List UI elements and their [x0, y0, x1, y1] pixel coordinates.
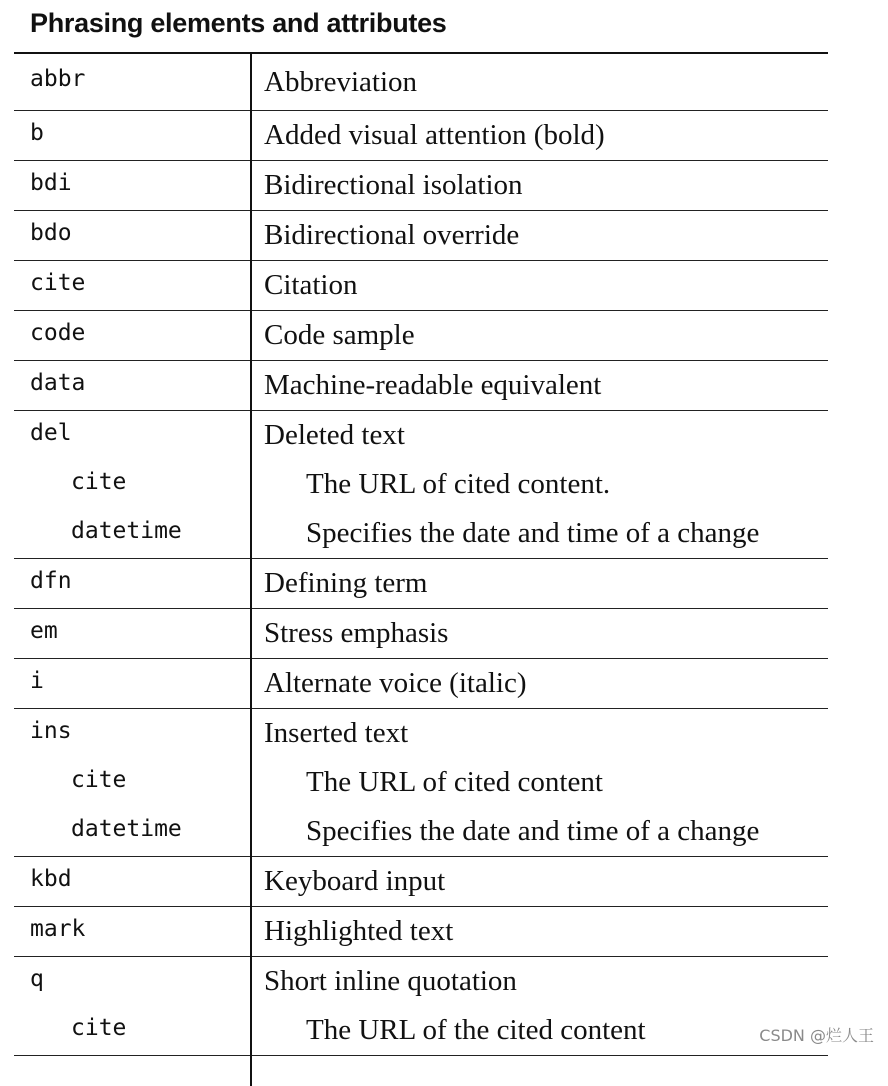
- element-name: em: [30, 617, 58, 644]
- attribute-description: The URL of cited content: [306, 766, 603, 798]
- element-description: Keyboard input: [264, 865, 446, 897]
- element-row: [14, 111, 828, 160]
- element-description: Machine-readable equivalent: [264, 369, 602, 401]
- element-row: [14, 907, 828, 956]
- element-name: code: [30, 319, 86, 346]
- element-name: abbr: [30, 66, 86, 92]
- table-row: [14, 957, 828, 1056]
- element-row: [14, 211, 828, 260]
- element-description: Citation: [264, 269, 358, 301]
- element-row: [14, 659, 828, 708]
- element-row: [14, 54, 828, 110]
- table-row: [14, 54, 828, 111]
- element-name: mark: [30, 915, 86, 942]
- element-row: [14, 709, 828, 758]
- table-row: [14, 111, 828, 161]
- element-name: q: [30, 965, 44, 992]
- attribute-description: The URL of the cited content: [306, 1014, 646, 1046]
- element-name: bdo: [30, 219, 72, 246]
- attribute-row: [14, 758, 828, 807]
- element-description: Abbreviation: [264, 65, 418, 98]
- attribute-description: The URL of cited content.: [306, 468, 611, 500]
- table-row: [14, 261, 828, 311]
- table-row: [14, 907, 828, 957]
- table-row: [14, 559, 828, 609]
- element-name: del: [30, 419, 72, 446]
- attribute-name: datetime: [71, 815, 182, 842]
- attribute-description: Specifies the date and time of a change: [306, 815, 760, 847]
- table-row: [14, 411, 828, 559]
- element-row: [14, 957, 828, 1006]
- watermark: CSDN @烂人王: [759, 1026, 874, 1045]
- table-row: [14, 211, 828, 261]
- table-row: [14, 609, 828, 659]
- element-row: [14, 161, 828, 210]
- attribute-name: cite: [71, 468, 127, 495]
- attribute-name: datetime: [71, 517, 182, 544]
- table-row: [14, 857, 828, 907]
- element-row: [14, 559, 828, 608]
- element-description: Alternate voice (italic): [264, 667, 527, 699]
- element-name: kbd: [30, 865, 72, 892]
- element-name: cite: [30, 269, 86, 296]
- element-row: [14, 311, 828, 360]
- attribute-row: [14, 807, 828, 856]
- element-row: [14, 411, 828, 460]
- table-row: [14, 659, 828, 709]
- element-row: [14, 857, 828, 906]
- elements-table: [14, 52, 828, 1056]
- attribute-name: cite: [71, 1014, 127, 1041]
- attribute-name: cite: [71, 766, 127, 793]
- element-name: i: [30, 667, 44, 694]
- element-description: Deleted text: [264, 419, 405, 451]
- element-name: dfn: [30, 567, 72, 594]
- element-row: [14, 261, 828, 310]
- element-name: bdi: [30, 169, 72, 196]
- attribute-row: [14, 460, 828, 509]
- element-description: Inserted text: [264, 717, 409, 749]
- element-description: Short inline quotation: [264, 965, 517, 997]
- table-row: [14, 361, 828, 411]
- element-description: Bidirectional override: [264, 219, 520, 251]
- element-description: Defining term: [264, 567, 428, 599]
- element-description: Added visual attention (bold): [264, 119, 605, 151]
- table-title: Phrasing elements and attributes: [30, 8, 447, 38]
- element-row: [14, 361, 828, 410]
- element-description: Highlighted text: [264, 915, 454, 947]
- attribute-description: Specifies the date and time of a change: [306, 517, 760, 549]
- column-divider: [250, 54, 252, 1086]
- element-description: Stress emphasis: [264, 617, 449, 649]
- element-name: ins: [30, 717, 72, 744]
- attribute-row: [14, 1006, 828, 1055]
- table-row: [14, 311, 828, 361]
- attribute-row: [14, 509, 828, 558]
- element-description: Bidirectional isolation: [264, 169, 523, 201]
- table-row: [14, 161, 828, 211]
- element-name: b: [30, 119, 44, 146]
- table-row: [14, 709, 828, 857]
- element-description: Code sample: [264, 319, 415, 351]
- element-name: data: [30, 369, 86, 396]
- element-row: [14, 609, 828, 658]
